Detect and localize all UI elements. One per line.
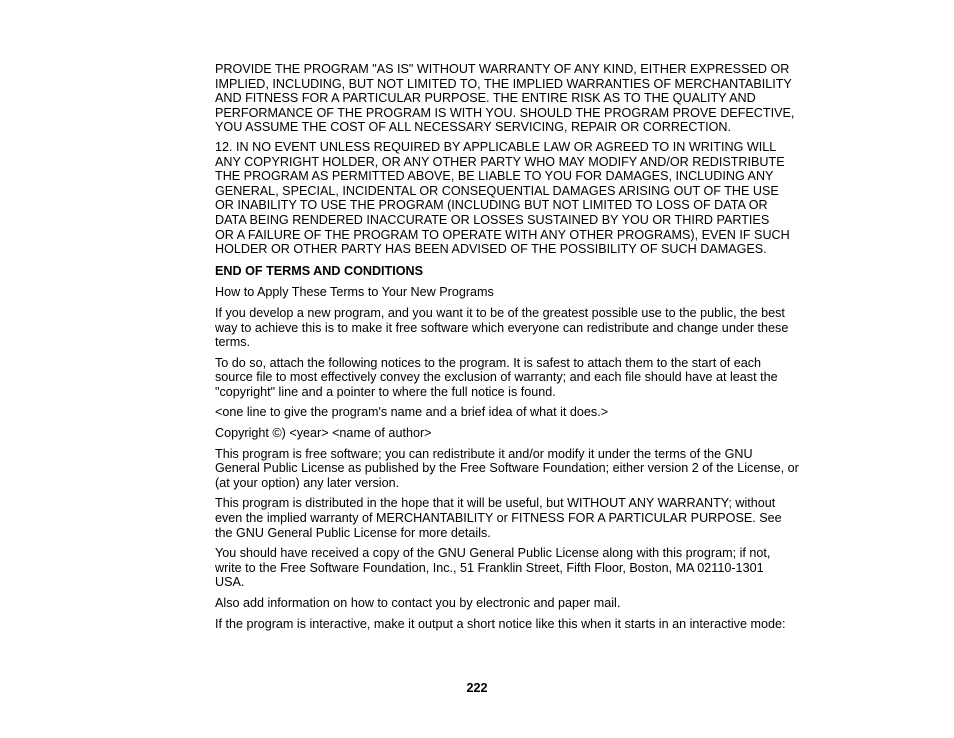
copyright-line: Copyright ©) <year> <name of author> — [215, 426, 432, 441]
free-software-paragraph: This program is free software; you can redistribute it and/or modify it under the terms of the GNU General Public License as published by the Free Software Foundation; either version 2 of the License, or (at your option) any later version. — [215, 446, 799, 490]
program-name-line: <one line to give the program's name and a brief idea of what it does.> — [215, 405, 609, 420]
liability-limitation-paragraph: 12. IN NO EVENT UNLESS REQUIRED BY APPLICABLE LAW OR AGREED TO IN WRITING WILL ANY COPYRIGHT HOLDER, OR ANY OTHER PARTY WHO MAY MODIFY AND/OR REDISTRIBUTE THE PROGRAM AS PERMITTED ABOVE, BE LIABLE TO YOU FOR DAMAGES, INCLUDING ANY GENERAL, SPECIAL, INCIDENTAL OR CONSEQUENTIAL DAMAGES ARISING OUT OF THE USE OR INABILITY TO USE THE PROGRAM (INCLUDING BUT NOT LIMITED TO LOSS OF DATA OR DATA BEING RENDERED INACCURATE OR LOSSES SUSTAINED BY YOU OR THIRD PARTIES OR A FAILURE OF THE PROGRAM TO OPERATE WITH ANY OTHER PROGRAMS), EVEN IF SUCH HOLDER OR OTHER PARTY HAS BEEN ADVISED OF THE POSSIBILITY OF SUCH DAMAGES. — [215, 139, 790, 257]
attach-notices-paragraph: To do so, attach the following notices to the program. It is safest to attach them to the start of each source file to most effectively convey the exclusion of warranty; and each file should have at least the "copyright" line and a pointer to where the full notice is found. — [215, 355, 778, 399]
license-copy-paragraph: You should have received a copy of the GNU General Public License along with this program; if not, write to the Free Software Foundation, Inc., 51 Franklin Street, Fifth Floor, Boston, MA 02110-1301 USA. — [215, 546, 771, 590]
how-to-apply-paragraph: How to Apply These Terms to Your New Programs — [215, 285, 494, 300]
section-heading: END OF TERMS AND CONDITIONS — [215, 263, 424, 278]
page-number: 222 — [466, 681, 488, 695]
no-warranty-paragraph: This program is distributed in the hope that it will be useful, but WITHOUT ANY WARRANTY; without even the implied warranty of MERCHANTABILITY or FITNESS FOR A PARTICULAR PURPOSE. See the GNU General Public License for more details. — [215, 496, 782, 540]
interactive-notice-paragraph: If the program is interactive, make it output a short notice like this when it starts in an interactive mode: — [215, 616, 786, 631]
warranty-disclaimer-paragraph: PROVIDE THE PROGRAM "AS IS" WITHOUT WARRANTY OF ANY KIND, EITHER EXPRESSED OR IMPLIED, INCLUDING, BUT NOT LIMITED TO, THE IMPLIED WARRANTIES OF MERCHANTABILITY AND FITNESS FOR A PARTICULAR PURPOSE. THE ENTIRE RISK AS TO THE QUALITY AND PERFORMANCE OF THE PROGRAM IS WITH YOU. SHOULD THE PROGRAM PROVE DEFECTIVE, YOU ASSUME THE COST OF ALL NECESSARY SERVICING, REPAIR OR CORRECTION. — [215, 62, 795, 135]
document-body — [215, 62, 827, 637]
contact-info-paragraph: Also add information on how to contact you by electronic and paper mail. — [215, 596, 621, 610]
develop-program-paragraph: If you develop a new program, and you want it to be of the greatest possible use to the public, the best way to achieve this is to make it free software which everyone can redistribute and change under these terms. — [215, 305, 789, 350]
